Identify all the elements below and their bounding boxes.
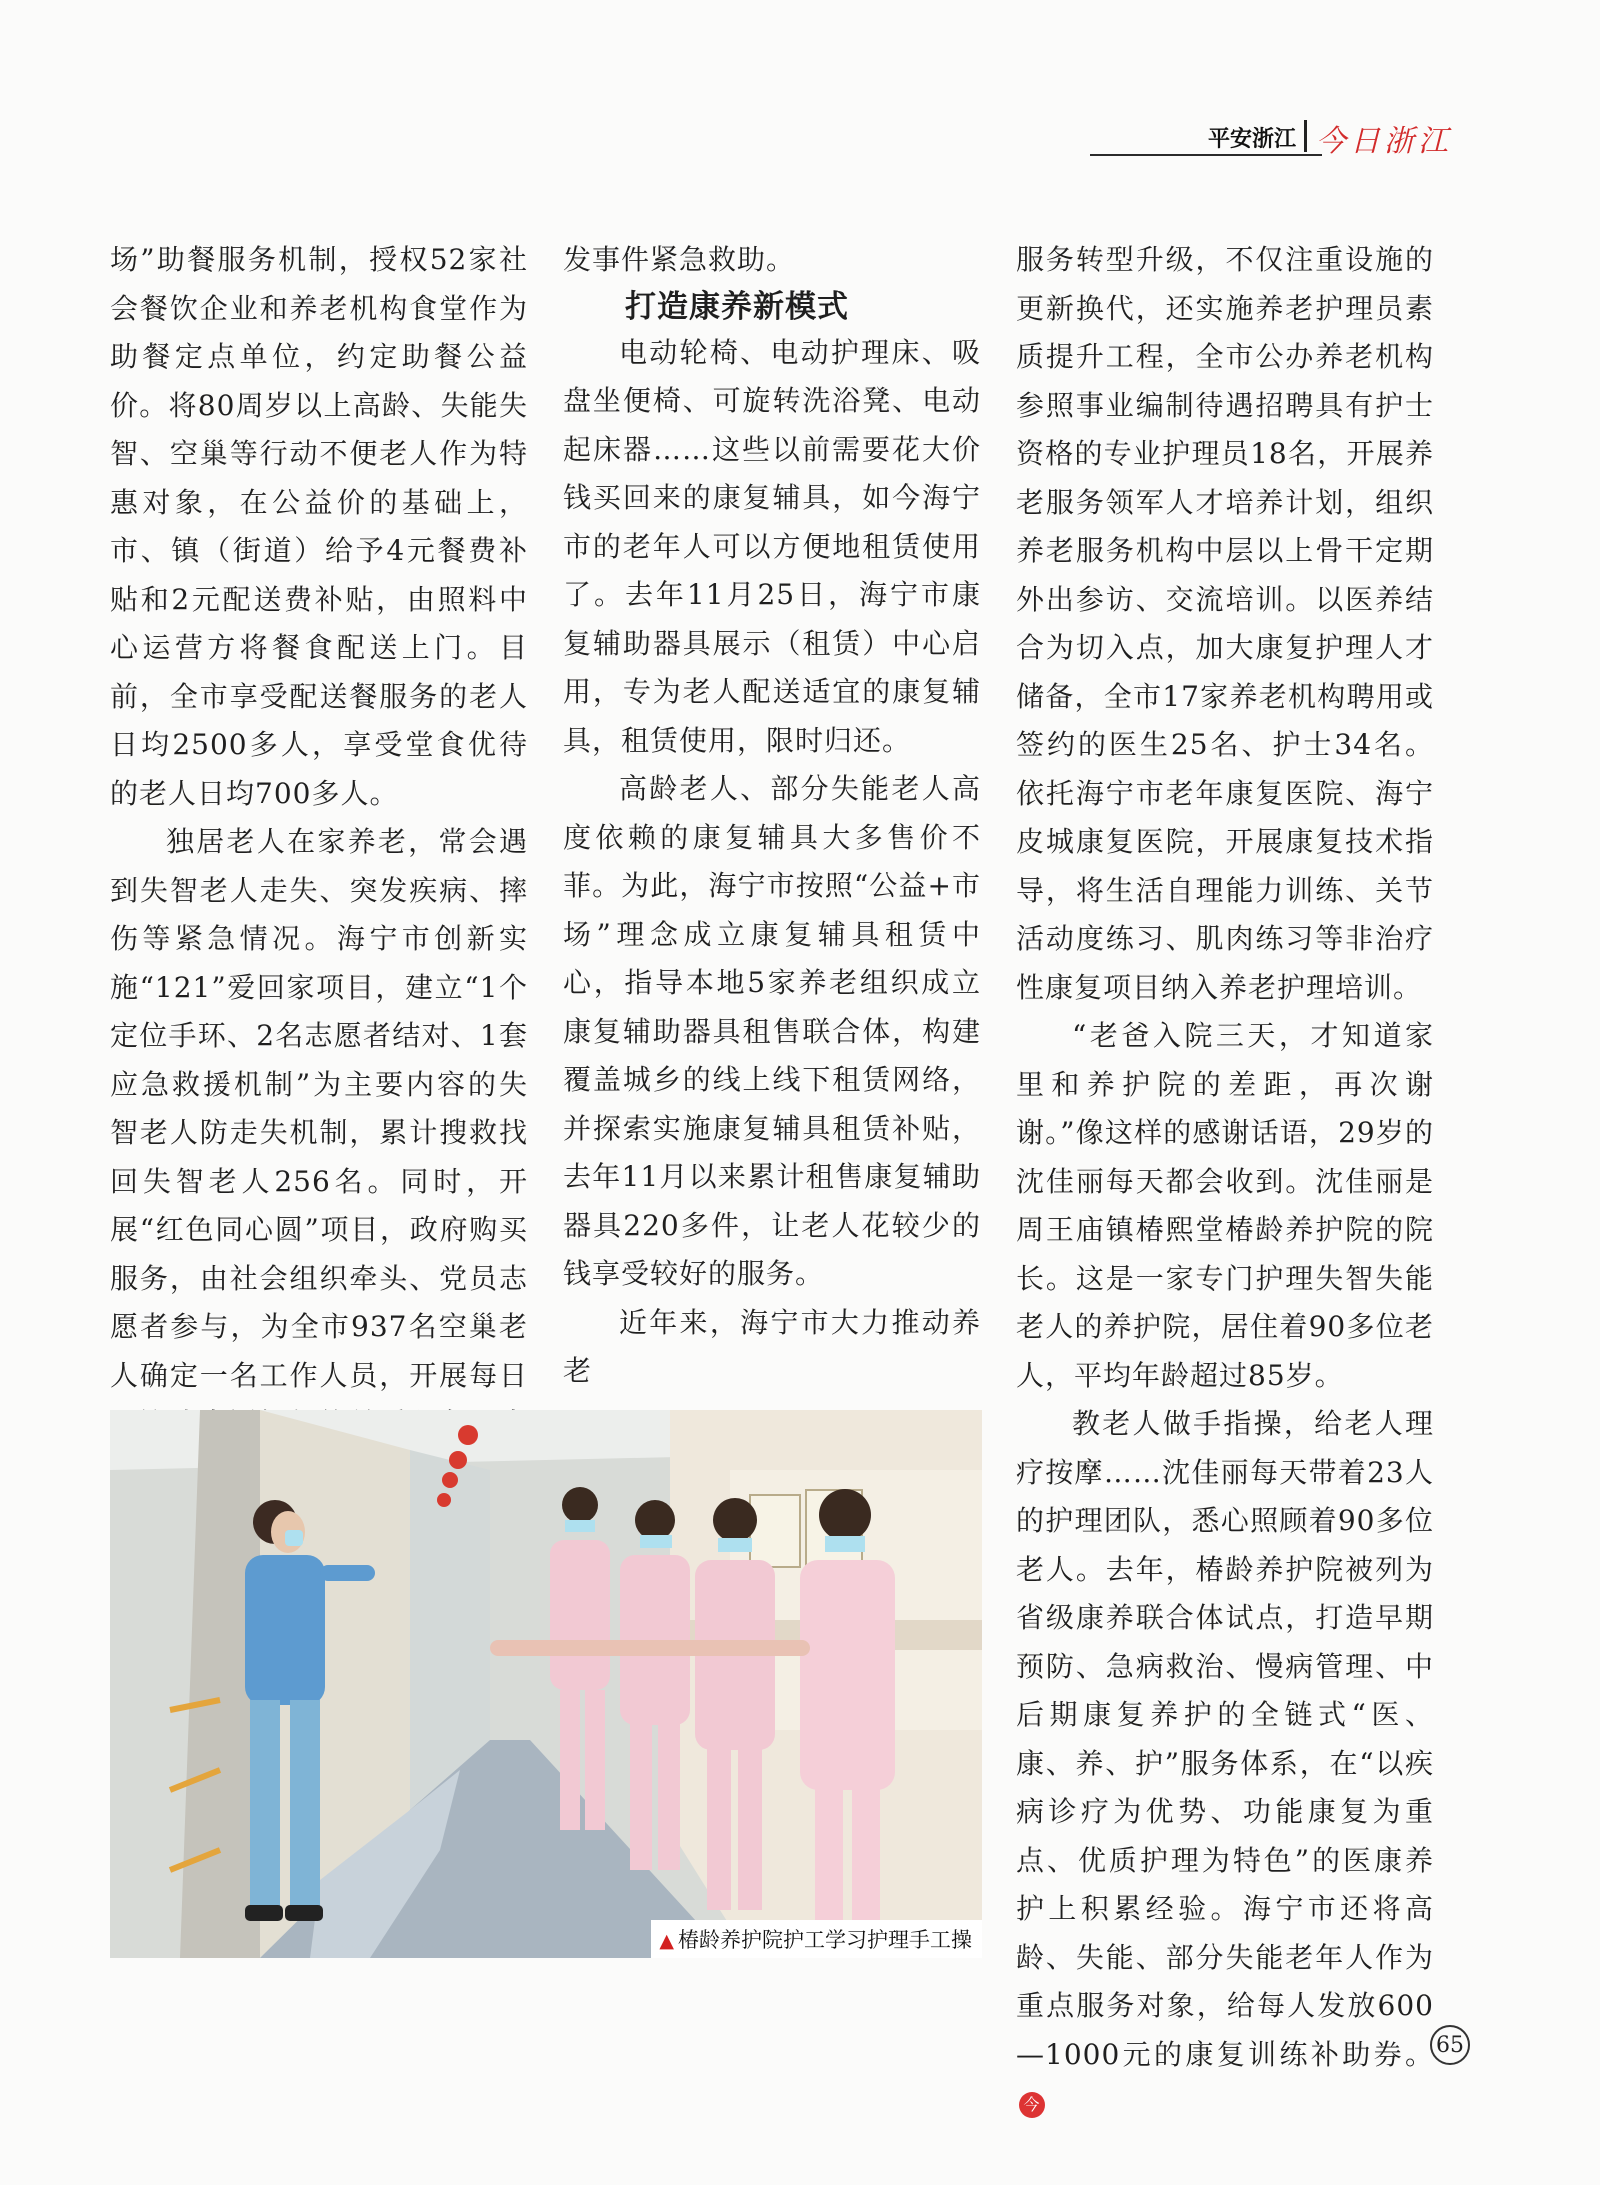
caption-triangle-icon: ▲ bbox=[659, 1930, 674, 1952]
paragraph: 发事件紧急救助。 bbox=[563, 243, 796, 276]
page-header bbox=[1090, 118, 1452, 160]
paragraph: 电动轮椅、电动护理床、吸盘坐便椅、可旋转洗浴凳、电动起床器……这些以前需要花大价钱买回来的康复辅具，如今海宁市的老年人可以方便地租赁使用了。去年11月25日，海宁市康复辅助器具展示（租赁）中心启用，专为老人配送适宜的康复辅具，租赁使用，限时归还。 bbox=[563, 335, 981, 757]
page-number: 65 bbox=[1430, 2025, 1470, 2065]
paragraph: 独居老人在家养老，常会遇到失智老人走失、突发疾病、摔伤等紧急情况。海宁市创新实施“121”爱回家项目，建立“1个定位手环、2名志愿者结对、1套应急救援机制”为主要内容的失智老人防走失机制，累计搜救找回失智老人256名。同时，开展“红色同心圆”项目，政府购买服务，由社会组织牵头、党员志愿者参与，为全市937名空巢老人确定一名工作人员，开展每日 bbox=[110, 825, 528, 1392]
magazine-logo: 今日浙江 bbox=[1316, 124, 1452, 159]
paragraph: 场”助餐服务机制，授权52家社会餐饮企业和养老机构食堂作为助餐定点单位，约定助餐公益价。将80周岁以上高龄、失能失智、空巢等行动不便老人作为特惠对象，在公益价的基础上，市、镇（街道）给予4元餐费补贴和2元配送费补贴，由照料中心运营方将餐食配送上门。目前，全市享受配送餐服务的老人日均2500多人，享受堂食优待的老人日均700多人。 bbox=[110, 243, 528, 810]
nursing-staff-exercise-photo bbox=[110, 1410, 982, 1958]
photo-caption bbox=[651, 1920, 982, 1958]
header-rule bbox=[1090, 154, 1322, 156]
section-label: 平安浙江 bbox=[1208, 127, 1297, 152]
paragraph-text: 教老人做手指操，给老人理疗按摩……沈佳丽每天带着23人的护理团队，悉心照顾着90多位老人。去年，椿龄养护院被列为省级康养联合体试点，打造早期预防、急病救治、慢病管理、中后期康复养护的全链式“医、康、养、护”服务体系，在“以疾病诊疗为优势、功能康复为重点、优质护理为特色”的医康养护上积累经验。海宁市还将高龄、失能、部分失能老年人作为重点服务对象，给每人发放600—1000元的康复训练补助券。 bbox=[1016, 1407, 1434, 2071]
paragraph bbox=[1016, 1400, 1434, 2128]
section-heading: 打造康养新模式 bbox=[625, 288, 849, 325]
paragraph: 近年来，海宁市大力推动养老 bbox=[563, 1305, 981, 1387]
article-column-2 bbox=[563, 236, 981, 1396]
article-photo bbox=[110, 1410, 982, 1958]
paragraph: “老爸入院三天，才知道家里和养护院的差距，再次谢谢。”像这样的感谢话语，29岁的沈佳丽每天都会收到。沈佳丽是周王庙镇椿熙堂椿龄养护院的院长。这是一家专门护理失智失能老人的养护院，居住着90多位老人，平均年龄超过85岁。 bbox=[1016, 1019, 1434, 1392]
paragraph: 高龄老人、部分失能老人高度依赖的康复辅具大多售价不菲。为此，海宁市按照“公益+市场”理念成立康复辅具租赁中心，指导本地5家养老组织成立康复辅助器具租售联合体，构建覆盖城乡的线上线下租赁网络，并探索实施康复辅具租赁补贴，去年11月以来累计租售康复辅助器具220多件，让老人花较少的钱享受较好的服务。 bbox=[563, 772, 981, 1290]
caption-text: 椿龄养护院护工学习护理手工操 bbox=[678, 1928, 972, 1952]
header-divider bbox=[1304, 120, 1307, 152]
article-column-3 bbox=[1016, 236, 1434, 2128]
paragraph: 服务转型升级，不仅注重设施的更新换代，还实施养老护理员素质提升工程，全市公办养老机构参照事业编制待遇招聘具有护士资格的专业护理员18名，开展养老服务领军人才培养计划，组织养老服务机构中层以上骨干定期外出参访、交流培训。以医养结合为切入点，加大康复护理人才储备，全市17家养老机构聘用或签约的医生25名、护士34名。依托海宁市老年康复医院、海宁皮城康复医院，开展康复技术指导，将生活自理能力训练、关节活动度练习、肌肉练习等非治疗性康复项目纳入养老护理培训。 bbox=[1016, 243, 1434, 1004]
article-column-1 bbox=[110, 236, 528, 1497]
article-end-icon: 今 bbox=[1019, 2092, 1045, 2118]
